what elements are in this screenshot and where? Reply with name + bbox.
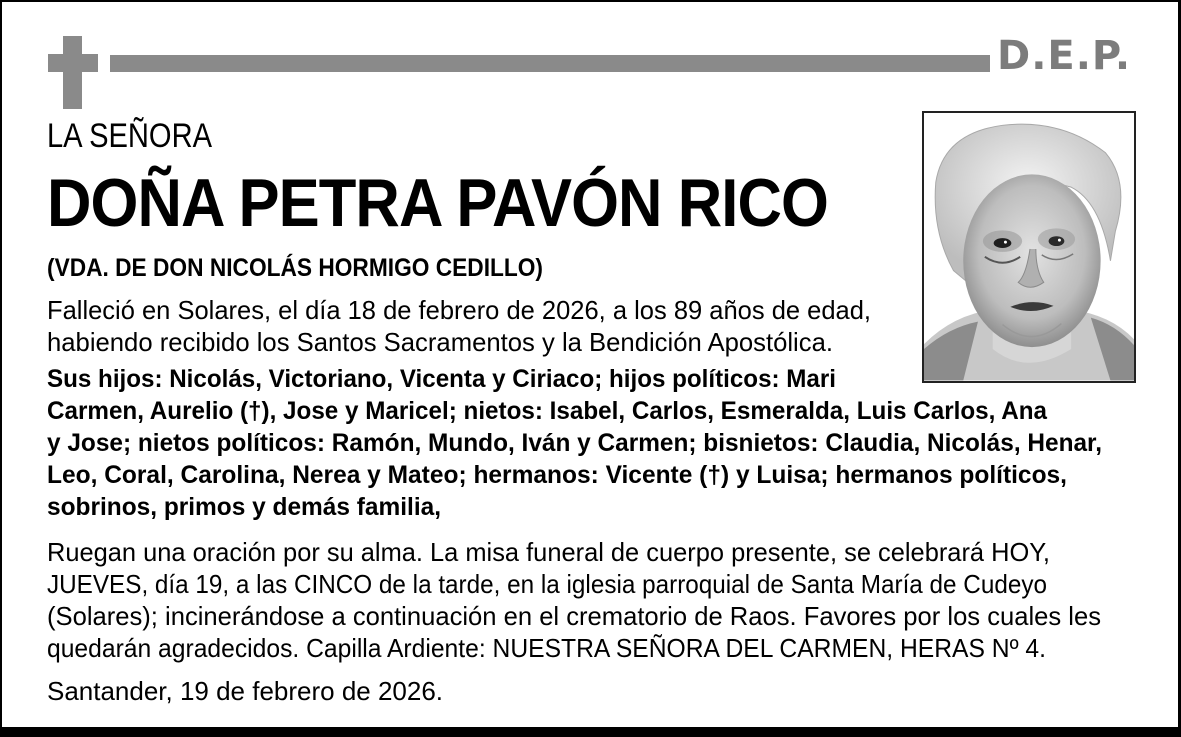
family-line: Carmen, Aurelio (†), Jose y Maricel; nietos: Isabel, Carlos, Esmeralda, Luis Carlos, Ana bbox=[47, 397, 1047, 425]
death-notice-line: Falleció en Solares, el día 18 de febrero de 2026, a los 89 años de edad, bbox=[47, 295, 871, 325]
service-line: quedarán agradecidos. Capilla Ardiente: NUESTRA SEÑORA DEL CARMEN, HERAS Nº 4. bbox=[47, 633, 1046, 663]
intro-label: LA SEÑORA bbox=[47, 117, 212, 155]
cross-icon bbox=[63, 36, 82, 109]
portrait-photo bbox=[922, 111, 1136, 383]
cross-icon-arm bbox=[48, 54, 98, 72]
family-line: Sus hijos: Nicolás, Victoriano, Vicenta y Ciriaco; hijos políticos: Mari bbox=[47, 365, 836, 393]
deceased-name: DOÑA PETRA PAVÓN RICO bbox=[47, 165, 828, 241]
header-rule bbox=[110, 55, 990, 72]
service-line: JUEVES, día 19, a las CINCO de la tarde, en la iglesia parroquial de Santa María de Cudeyo bbox=[47, 569, 1047, 599]
death-notice-line: habiendo recibido los Santos Sacramentos y la Bendición Apostólica. bbox=[47, 327, 833, 357]
service-line: (Solares); incinerándose a continuación en el crematorio de Raos. Favores por los cuales les bbox=[47, 601, 1101, 631]
portrait-image bbox=[924, 113, 1134, 381]
service-line: Ruegan una oración por su alma. La misa funeral de cuerpo presente, se celebrará HOY, bbox=[47, 537, 1050, 567]
family-line: Leo, Coral, Carolina, Nerea y Mateo; hermanos: Vicente (†) y Luisa; hermanos políticos, bbox=[47, 461, 1067, 489]
place-date: Santander, 19 de febrero de 2026. bbox=[47, 676, 443, 706]
widow-of-line: (VDA. DE DON NICOLÁS HORMIGO CEDILLO) bbox=[47, 254, 543, 282]
family-line: y Jose; nietos políticos: Ramón, Mundo, Iván y Carmen; bisnietos: Claudia, Nicolás, Henar, bbox=[47, 429, 1102, 457]
family-line: sobrinos, primos y demás familia, bbox=[47, 493, 441, 521]
dep-label: D.E.P. bbox=[997, 33, 1132, 79]
